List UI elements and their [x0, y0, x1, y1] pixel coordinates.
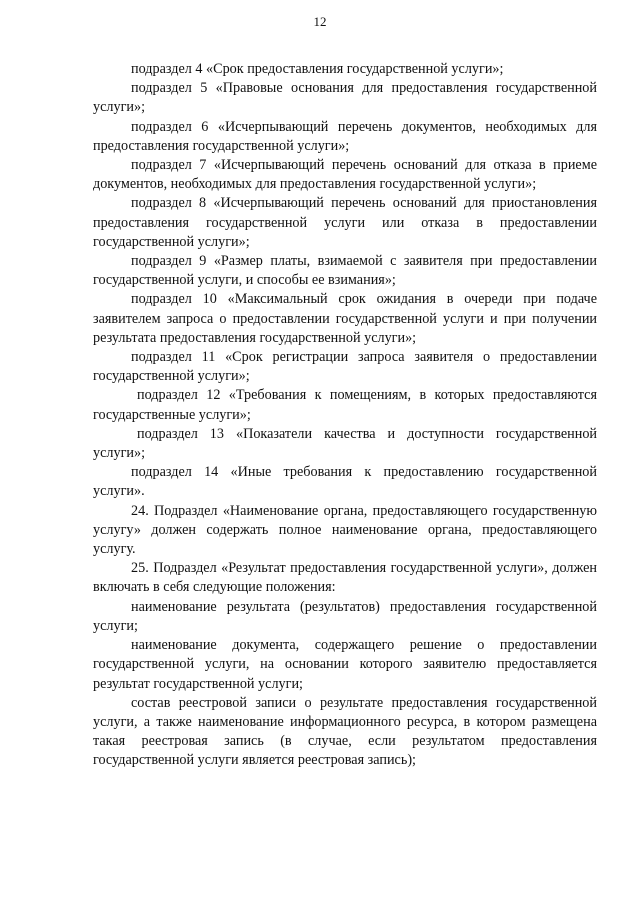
paragraph-subsection-4: подраздел 4 «Срок предоставления государственной услуги»;: [131, 61, 504, 77]
paragraph-clause-24: 24. Подраздел «Наименование органа, предоставляющего государственную услугу» должен содержать полное наименование органа, предоставляющего услугу.: [93, 502, 597, 558]
paragraph-clause-25: 25. Подраздел «Результат предоставления государственной услуги», должен включать в себя следующие положения:: [93, 560, 597, 596]
paragraph-subsection-14: подраздел 14 «Иные требования к предоставлению государственной услуги».: [93, 464, 597, 500]
paragraph-subsection-13: подраздел 13 «Показатели качества и доступности государственной услуги»;: [93, 425, 597, 462]
paragraph-decision-document: наименование документа, содержащего решение о предоставлении государственной услуги, на основании которого заявителю предоставляется результат государственной услуги;: [93, 637, 597, 692]
paragraph-subsection-7: подраздел 7 «Исчерпывающий перечень оснований для отказа в приеме документов, необходимых для предоставления государственной услуги»;: [93, 157, 597, 193]
paragraph-subsection-10: подраздел 10 «Максимальный срок ожидания в очереди при подаче заявителем запроса о предоставлении государственной услуги и при получении результата предоставления государственной услуги»;: [93, 291, 597, 346]
paragraph-registry-record: состав реестровой записи о результате предоставления государственной услуги, а также наименование информационного ресурса, в котором размещена такая реестровая запись (в случае, если результатом предоставления государственной услуги является реестровая запись);: [93, 694, 597, 769]
page-number: 12: [313, 14, 327, 29]
paragraph-subsection-12: подраздел 12 «Требования к помещениям, в которых предоставляются государственные услуги»;: [93, 387, 597, 423]
paragraph-subsection-5: подраздел 5 «Правовые основания для предоставления государственной услуги»;: [93, 80, 597, 116]
paragraph-subsection-9: подраздел 9 «Размер платы, взимаемой с заявителя при предоставлении государственной услуги, и способы ее взимания»;: [93, 253, 597, 289]
paragraph-subsection-6: подраздел 6 «Исчерпывающий перечень документов, необходимых для предоставления государственной услуги»;: [93, 118, 597, 154]
document-body: [93, 60, 597, 771]
paragraph-result-name: наименование результата (результатов) предоставления государственной услуги;: [93, 598, 597, 634]
paragraph-subsection-8: подраздел 8 «Исчерпывающий перечень оснований для приостановления предоставления государственной услуги или отказа в предоставлении государственной услуги»;: [93, 195, 597, 250]
paragraph-subsection-11: подраздел 11 «Срок регистрации запроса заявителя о предоставлении государственной услуги»;: [93, 349, 597, 385]
